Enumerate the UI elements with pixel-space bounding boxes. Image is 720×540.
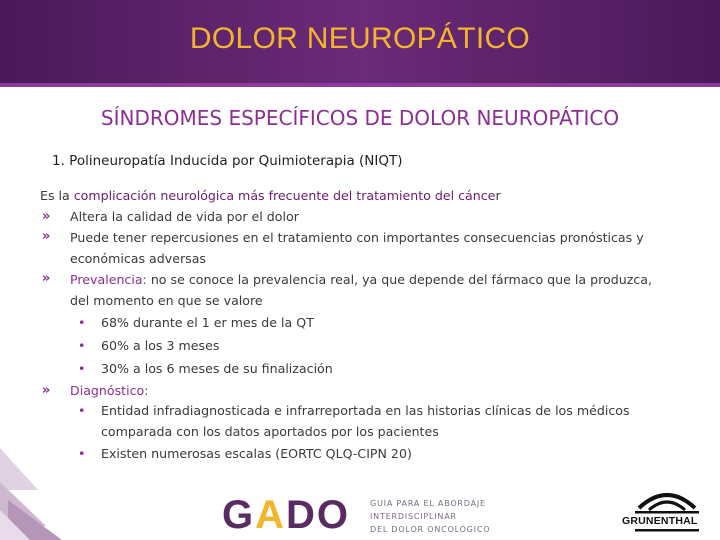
diagnosis-label: Diagnóstico: <box>70 383 149 398</box>
list-item-prevalence <box>40 269 680 311</box>
section-title: 1. Polineuropatía Inducida por Quimioterapia (NIQT) <box>52 153 403 169</box>
intro-text: Es la <box>40 188 74 203</box>
list-item-text-continued: económicas adversas <box>70 251 206 266</box>
prevalence-label: Prevalencia: <box>70 272 147 287</box>
tagline-line: GUÍA PARA EL ABORDAJE <box>370 499 486 508</box>
intro-paragraph <box>40 185 680 206</box>
page-title: DOLOR NEUROPÁTICO <box>189 22 531 55</box>
sub-item-text: Entidad infradiagnosticada e infrarreportada en las historias clínicas de los médicos <box>101 403 630 418</box>
bullet-dot-icon: • <box>78 338 86 353</box>
list-item-diagnosis <box>40 380 680 401</box>
double-chevron-icon: » <box>42 209 51 224</box>
sub-item-text: 60% a los 3 meses <box>101 338 220 353</box>
bullet-dot-icon: • <box>78 315 86 330</box>
list-item <box>40 206 680 227</box>
list-item-text: Puede tener repercusiones en el tratamiento con importantes consecuencias pronósticas y <box>70 230 644 245</box>
logo-letter: G <box>222 493 256 537</box>
grunenthal-logo-text: GRUNENTHAL <box>622 515 698 527</box>
logo-letter: D <box>286 493 317 537</box>
tagline-line: INTERDISCIPLINAR <box>370 512 457 521</box>
sub-item-text-continued: comparada con los datos aportados por los pacientes <box>101 423 439 439</box>
grunenthal-emblem-icon <box>625 486 710 536</box>
sub-item-text: Existen numerosas escalas (EORTC QLQ-CIPN 20) <box>101 446 412 461</box>
sub-list-item <box>40 311 680 334</box>
list-item-text: no se conoce la prevalencia real, ya que depende del fármaco que la produzca, <box>146 272 652 287</box>
double-chevron-icon: » <box>42 271 51 286</box>
list-item-text-continued: del momento en que se valore <box>70 293 263 308</box>
logo-letter: O <box>316 493 351 537</box>
double-chevron-icon: » <box>42 383 51 398</box>
sub-item-text: 68% durante el 1 er mes de la QT <box>101 315 314 330</box>
sub-list-item <box>40 357 680 380</box>
bullet-dot-icon: • <box>78 446 86 461</box>
sub-item-text: 30% a los 6 meses de su finalización <box>101 361 333 376</box>
double-chevron-icon: » <box>42 229 51 244</box>
header-divider <box>0 83 720 87</box>
bullet-dot-icon: • <box>78 361 86 376</box>
slide-subtitle: SÍNDROMES ESPECÍFICOS DE DOLOR NEUROPÁTICO <box>100 106 620 130</box>
bullet-dot-icon: • <box>78 403 86 418</box>
decorative-corner-graphic <box>0 430 90 540</box>
tagline-line: DEL DOLOR ONCOLÓGICO <box>370 525 491 534</box>
sub-list-item <box>40 334 680 357</box>
gado-tagline <box>370 497 510 536</box>
sub-list-item <box>40 401 680 442</box>
logo-letter: A <box>255 493 287 537</box>
content-body <box>40 185 680 465</box>
intro-highlight: complicación neurológica más frecuente del tratamiento del cánce <box>73 188 496 203</box>
intro-text-end: r <box>495 188 501 203</box>
list-item-text: Altera la calidad de vida por el dolor <box>70 209 299 224</box>
list-item <box>40 227 680 269</box>
sub-list-item <box>40 442 680 465</box>
gado-logo <box>222 495 350 535</box>
